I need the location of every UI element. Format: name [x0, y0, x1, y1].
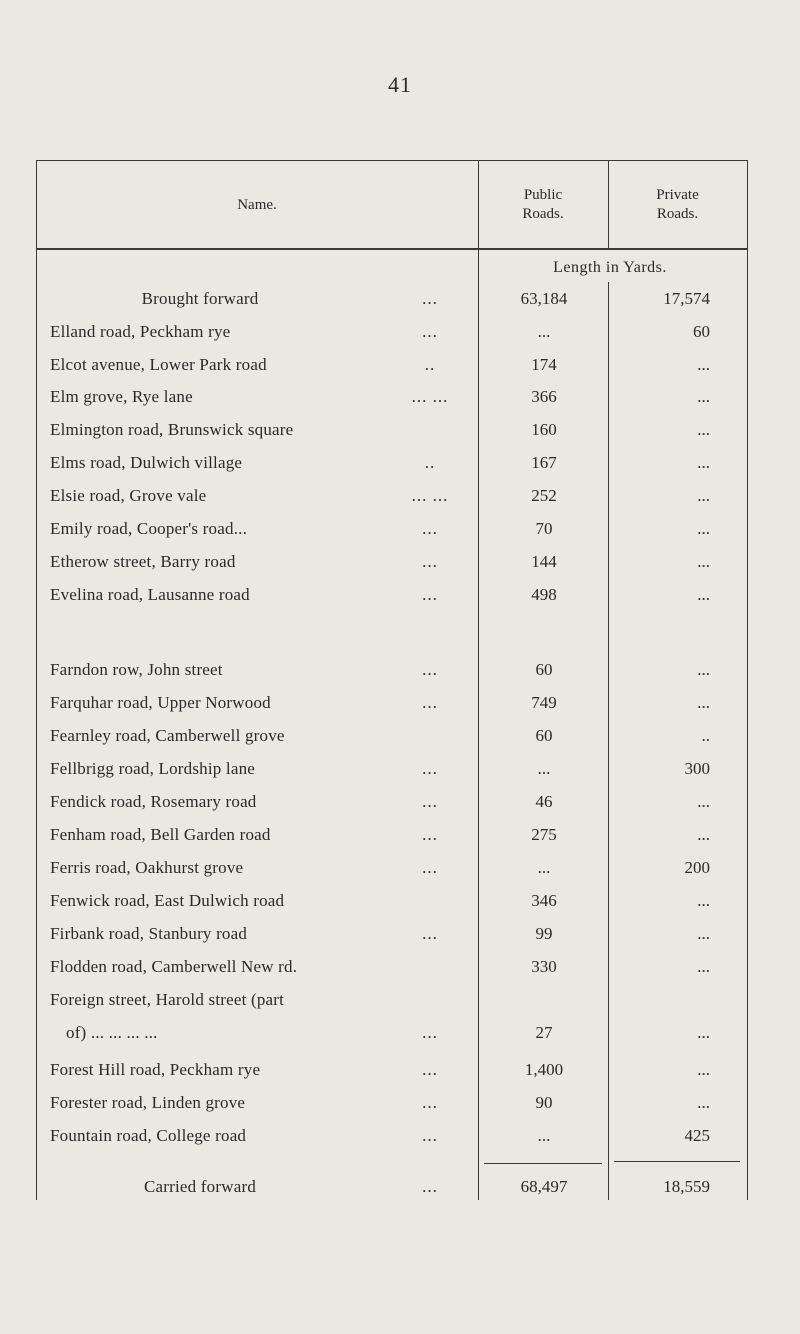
row-dots: ..	[424, 355, 436, 374]
row-private: ...	[697, 585, 710, 604]
table-row	[0, 825, 800, 855]
row-public: ...	[537, 858, 551, 877]
row-public: 498	[531, 585, 557, 604]
row-name: Elms road, Dulwich village	[50, 453, 243, 472]
row-dots: ...	[422, 693, 438, 712]
row-public: 167	[531, 453, 557, 472]
row-public: 144	[531, 552, 557, 571]
table-row	[0, 858, 800, 888]
table-row-carried-forward	[0, 1177, 800, 1207]
row-public: 70	[535, 519, 553, 538]
table-row	[0, 792, 800, 822]
row-public: 60	[535, 726, 553, 745]
total-rule-private	[614, 1161, 740, 1162]
row-public: 252	[531, 486, 557, 505]
row-dots: ...	[422, 858, 438, 877]
row-public: 99	[535, 924, 553, 943]
row-private: ...	[697, 486, 710, 505]
row-name: Fenham road, Bell Garden road	[50, 825, 271, 844]
row-private: ..	[701, 726, 710, 745]
row-name: Emily road, Cooper's road...	[50, 519, 248, 538]
row-dots: ...	[422, 552, 438, 571]
row-private: 200	[684, 858, 710, 877]
table-row	[0, 453, 800, 483]
public-header-line1: Public	[523, 187, 563, 203]
row-public: 275	[531, 825, 557, 844]
table-row-brought-forward	[0, 289, 800, 319]
row-private: ...	[697, 957, 710, 976]
row-public: 60	[535, 660, 553, 679]
row-private: ...	[697, 924, 710, 943]
table-row	[0, 990, 800, 1020]
table-row	[0, 519, 800, 549]
row-public: 27	[535, 1023, 553, 1042]
table-row	[0, 957, 800, 987]
row-public: ...	[537, 759, 551, 778]
row-private: ...	[697, 1093, 710, 1112]
row-name: Fountain road, College road	[50, 1126, 247, 1145]
row-public: 68,497	[520, 1177, 568, 1196]
row-private: ...	[697, 825, 710, 844]
row-private: ...	[697, 1060, 710, 1079]
row-dots: ...	[422, 585, 438, 604]
public-header-line2: Roads.	[522, 206, 564, 222]
row-dots: ...	[422, 322, 438, 341]
row-name: Fenwick road, East Dulwich road	[50, 891, 285, 910]
row-private: 300	[684, 759, 710, 778]
row-dots: ...	[422, 1023, 438, 1042]
table-row	[0, 1060, 800, 1090]
row-dots: ...	[422, 660, 438, 679]
table-row	[0, 660, 800, 690]
row-private: 425	[684, 1126, 710, 1145]
row-dots: ...	[422, 792, 438, 811]
row-public: 346	[531, 891, 557, 910]
row-name: Farquhar road, Upper Norwood	[50, 693, 271, 712]
row-private: ...	[697, 387, 710, 406]
row-private: ...	[697, 792, 710, 811]
row-name: Evelina road, Lausanne road	[50, 585, 250, 604]
row-name: Elland road, Peckham rye	[50, 322, 231, 341]
row-dots: ...	[422, 289, 438, 308]
table-top-rule	[36, 160, 748, 161]
row-public: 366	[531, 387, 557, 406]
row-name: Farndon row, John street	[50, 660, 223, 679]
row-private: ...	[697, 453, 710, 472]
row-private: ...	[697, 355, 710, 374]
private-header-line2: Roads.	[656, 206, 699, 222]
table-row	[0, 585, 800, 615]
row-private: ...	[697, 552, 710, 571]
table-header-bottom-rule	[36, 248, 748, 250]
row-name: Elm grove, Rye lane	[50, 387, 193, 406]
table-row	[0, 486, 800, 516]
row-public: ...	[537, 1126, 551, 1145]
table-row	[0, 759, 800, 789]
row-private: 17,574	[663, 289, 710, 308]
units-caption: Length in Yards.	[553, 259, 667, 276]
table-row	[0, 891, 800, 921]
row-public: 330	[531, 957, 557, 976]
row-public: 46	[535, 792, 553, 811]
row-public: 174	[531, 355, 557, 374]
row-public: 63,184	[520, 289, 568, 308]
row-name: Etherow street, Barry road	[50, 552, 236, 571]
row-public: 160	[531, 420, 557, 439]
private-header-line1: Private	[656, 187, 699, 203]
row-dots: ...	[422, 519, 438, 538]
column-header-private	[608, 186, 747, 224]
row-public: 90	[535, 1093, 553, 1112]
row-name: Fellbrigg road, Lordship lane	[50, 759, 256, 778]
row-name: Ferris road, Oakhurst grove	[50, 858, 244, 877]
row-dots: ...	[422, 825, 438, 844]
row-name: Forester road, Linden grove	[50, 1093, 246, 1112]
table-row	[0, 924, 800, 954]
row-private: ...	[697, 660, 710, 679]
column-header-name: Name.	[237, 197, 277, 213]
row-name: Fearnley road, Camberwell grove	[50, 726, 285, 745]
row-private: ...	[697, 519, 710, 538]
row-private: 18,559	[663, 1177, 710, 1196]
table-row	[0, 322, 800, 352]
row-name: Elsie road, Grove vale	[50, 486, 207, 505]
row-private: ...	[697, 420, 710, 439]
row-private: ...	[697, 1023, 710, 1042]
table-row	[0, 420, 800, 450]
row-name: Foreign street, Harold street (part	[50, 990, 285, 1009]
row-name: Fendick road, Rosemary road	[50, 792, 257, 811]
row-name: Firbank road, Stanbury road	[50, 924, 248, 943]
table-row	[0, 355, 800, 385]
page-number: 41	[388, 72, 412, 97]
row-name: Flodden road, Camberwell New rd.	[50, 957, 298, 976]
row-dots: ...	[422, 759, 438, 778]
table-row	[0, 387, 800, 417]
row-name: Brought forward	[141, 289, 259, 308]
row-name: Carried forward	[143, 1177, 257, 1196]
table-row	[0, 552, 800, 582]
row-dots: ..	[424, 453, 436, 472]
row-dots: ...	[422, 1060, 438, 1079]
row-name: Forest Hill road, Peckham rye	[50, 1060, 261, 1079]
table-row	[0, 693, 800, 723]
total-rule-public	[484, 1163, 602, 1164]
row-private: 60	[693, 322, 710, 341]
row-name: Elmington road, Brunswick square	[50, 420, 294, 439]
row-dots: ...	[422, 924, 438, 943]
row-dots: ...	[422, 1093, 438, 1112]
row-public: ...	[537, 322, 551, 341]
row-dots: ... ...	[411, 387, 449, 406]
table-row	[0, 726, 800, 756]
table-row	[0, 1093, 800, 1123]
table-row	[0, 1023, 800, 1053]
table-row	[0, 1126, 800, 1156]
row-private: ...	[697, 891, 710, 910]
row-dots: ...	[422, 1126, 438, 1145]
column-header-public	[478, 186, 608, 224]
row-name: of) ... ... ... ...	[66, 1023, 158, 1042]
row-dots: ...	[422, 1177, 438, 1196]
row-public: 749	[531, 693, 557, 712]
row-name: Elcot avenue, Lower Park road	[50, 355, 267, 374]
row-public: 1,400	[524, 1060, 564, 1079]
row-private: ...	[697, 693, 710, 712]
row-dots: ... ...	[411, 486, 449, 505]
